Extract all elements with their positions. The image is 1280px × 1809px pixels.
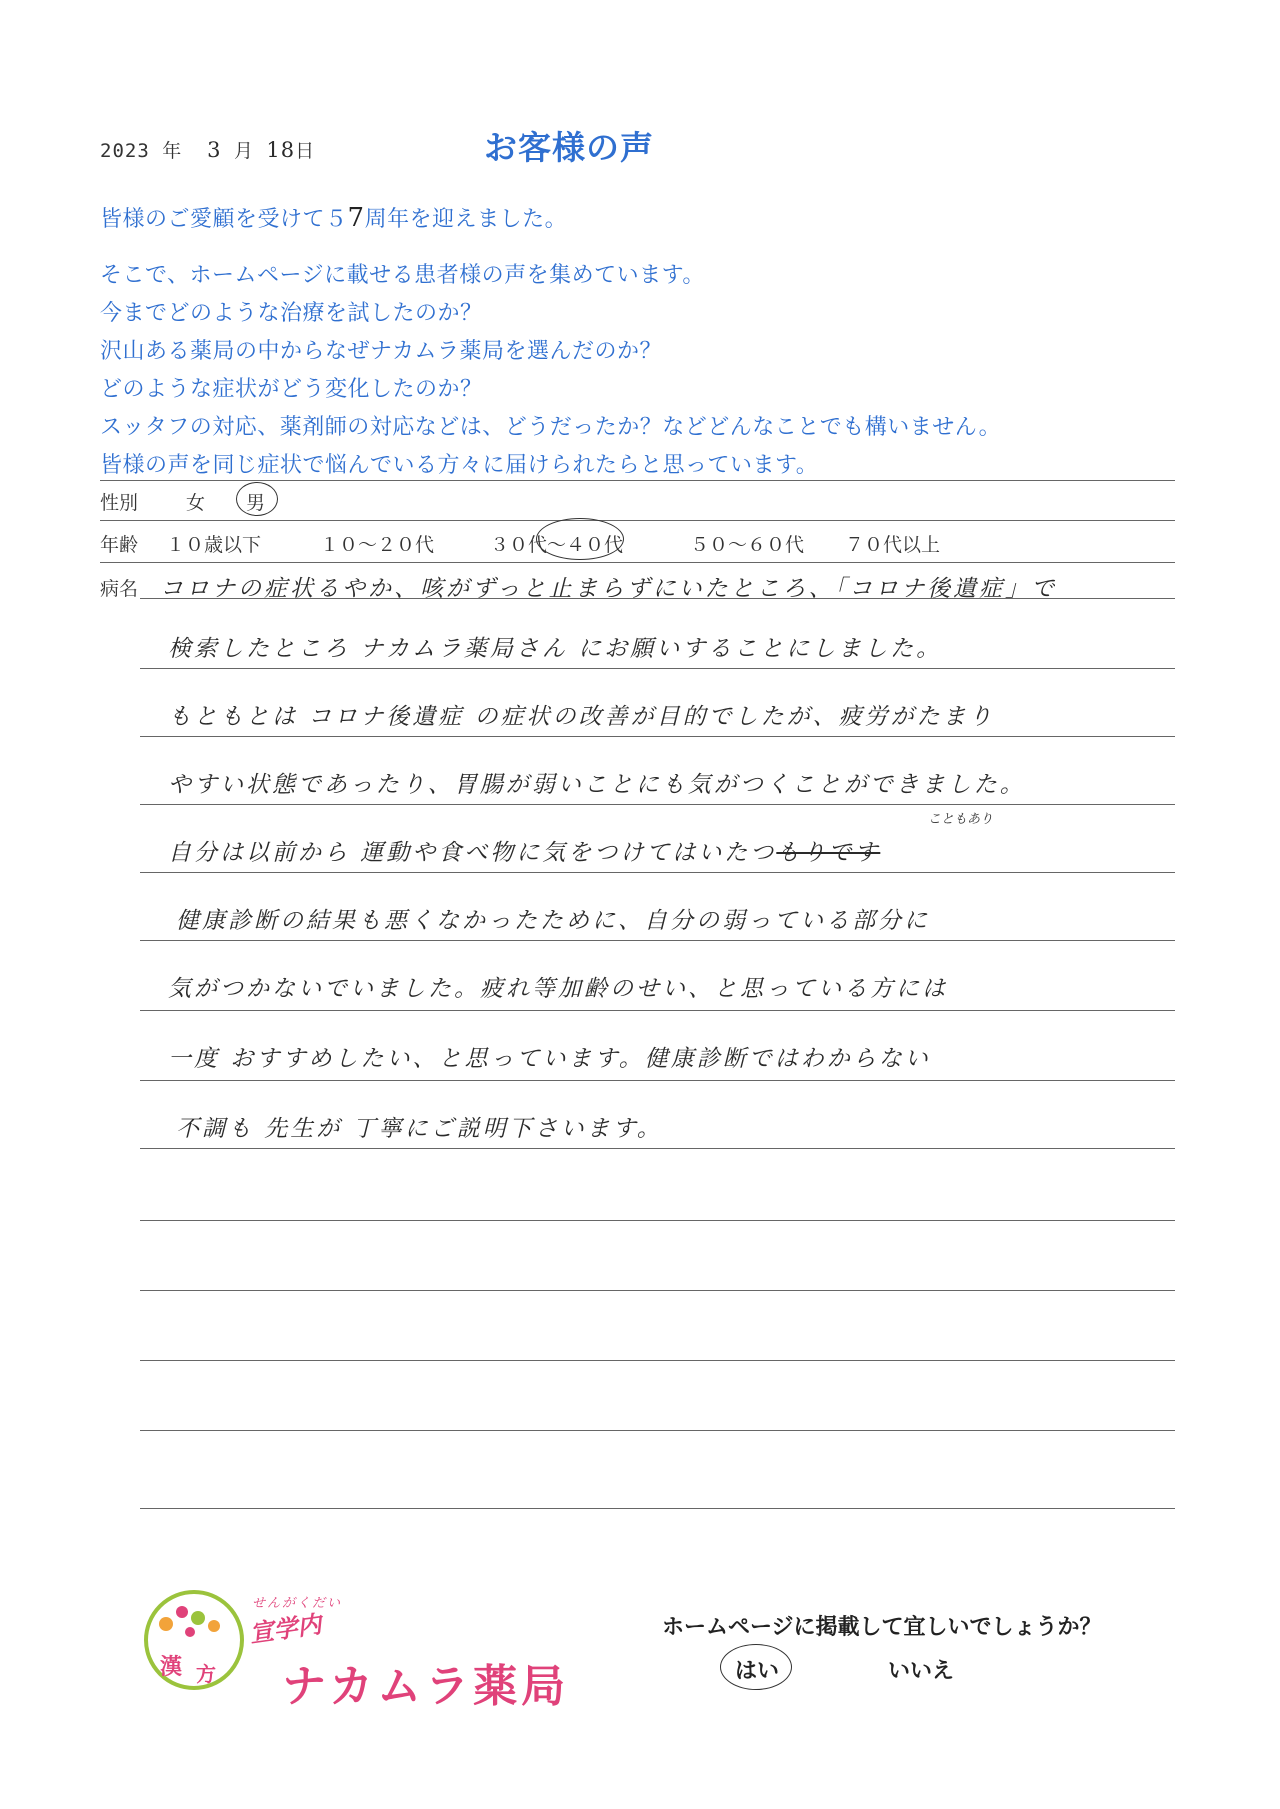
- herb-dot: [185, 1627, 195, 1637]
- rule-line: [140, 1080, 1175, 1081]
- intro-line-5: スッタフの対応、薬剤師の対応などは、どうだったか？などどんなことでも構いません。: [100, 415, 1002, 440]
- handwritten-line: 不調も 先生が 丁寧にご説明下さいます。: [176, 1116, 663, 1142]
- page-title: お客様の声: [484, 128, 654, 167]
- herb-dot: [191, 1611, 205, 1625]
- disease-label: 病名: [100, 578, 139, 600]
- logo-kanji: 漢: [160, 1655, 183, 1680]
- date-year: 2023: [100, 140, 150, 162]
- rule-line: [140, 1148, 1175, 1149]
- rule-line: [100, 562, 1175, 563]
- struck-text: もりです: [776, 840, 881, 866]
- rule-line: [140, 872, 1175, 873]
- inserted-text: こともあり: [928, 812, 994, 827]
- day-label: 日: [295, 140, 316, 162]
- handwritten-line: もともとは コロナ後遺症 の症状の改善が目的でしたが、疲労がたまり: [168, 704, 995, 730]
- publish-question: ホームページに掲載して宜しいでしょうか？: [662, 1615, 1102, 1640]
- sex-male: 男: [246, 492, 266, 514]
- herb-icon: [152, 1596, 232, 1646]
- herb-dot: [176, 1606, 188, 1618]
- brand-ruby: せんがくだい: [252, 1596, 343, 1611]
- rule-line: [140, 804, 1175, 805]
- rule-line: [140, 1508, 1175, 1509]
- intro-line-4: どのような症状がどう変化したのか？: [100, 377, 483, 402]
- option-no: いいえ: [888, 1659, 955, 1684]
- handwritten-line: [168, 834, 880, 867]
- intro-line-1: そこで、ホームページに載せる患者様の声を集めています。: [100, 263, 705, 288]
- anniversary-post: 周年を迎えました。: [364, 207, 568, 232]
- year-label: 年: [162, 140, 183, 162]
- date-month: 3: [207, 138, 222, 162]
- brand-sub: 宣学内: [247, 1610, 324, 1649]
- brand-name: ナカムラ薬局: [282, 1661, 570, 1712]
- rule-line: [140, 1010, 1175, 1011]
- handwritten-line: 健康診断の結果も悪くなかったために、自分の弱っている部分に: [176, 908, 930, 934]
- herb-dot: [208, 1620, 220, 1632]
- intro-line-3: 沢山ある薬局の中からなぜナカムラ薬局を選んだのか？: [100, 339, 663, 364]
- date: [100, 136, 315, 163]
- handwritten-line: 気がつかないでいました。疲れ等加齢のせい、と思っている方には: [168, 976, 948, 1002]
- intro-line-6: 皆様の声を同じ症状で悩んでいる方々に届けられたらと思っています。: [100, 453, 819, 478]
- logo-kanji: 方: [196, 1662, 216, 1686]
- rule-line: [140, 940, 1175, 941]
- intro-line-2: 今までどのような治療を試したのか？: [100, 301, 483, 326]
- anniversary-pre: 皆様のご愛顧を受けて５: [100, 207, 348, 232]
- rule-line: [100, 520, 1175, 521]
- age-option: ３０代～４０代: [490, 534, 624, 556]
- rule-line: [140, 1360, 1175, 1361]
- handwritten-line: 検索したところ ナカムラ薬局さん にお願いすることにしました。: [168, 636, 943, 662]
- sex-label: 性別: [100, 492, 139, 514]
- month-label: 月: [233, 140, 254, 162]
- rule-line: [140, 1220, 1175, 1221]
- date-day: 18: [266, 138, 296, 162]
- rule-line: [100, 480, 1175, 481]
- anniversary-number: 7: [347, 203, 365, 233]
- handwritten-line: コロナの症状るやか、咳がずっと止まらずにいたところ、「コロナ後遺症」で: [160, 576, 1058, 602]
- age-option: ５０～６０代: [690, 534, 805, 556]
- age-option: ７０代以上: [845, 534, 941, 556]
- anniversary-line: [100, 202, 567, 233]
- handwritten-text: 自分は以前から 運動や食べ物に気をつけてはいたつ: [168, 840, 777, 866]
- handwritten-line: やすい状態であったり、胃腸が弱いことにも気がつくことができました。: [168, 772, 1026, 798]
- age-option: １０～２０代: [320, 534, 435, 556]
- age-option: １０歳以下: [166, 534, 262, 556]
- herb-dot: [159, 1617, 173, 1631]
- sex-female: 女: [186, 492, 206, 514]
- rule-line: [140, 1290, 1175, 1291]
- age-label: 年齢: [100, 534, 139, 556]
- rule-line: [140, 736, 1175, 737]
- rule-line: [140, 668, 1175, 669]
- handwritten-line: 一度 おすすめしたい、と思っています。健康診断ではわからない: [168, 1046, 931, 1072]
- option-yes: はい: [735, 1659, 780, 1684]
- rule-line: [140, 1430, 1175, 1431]
